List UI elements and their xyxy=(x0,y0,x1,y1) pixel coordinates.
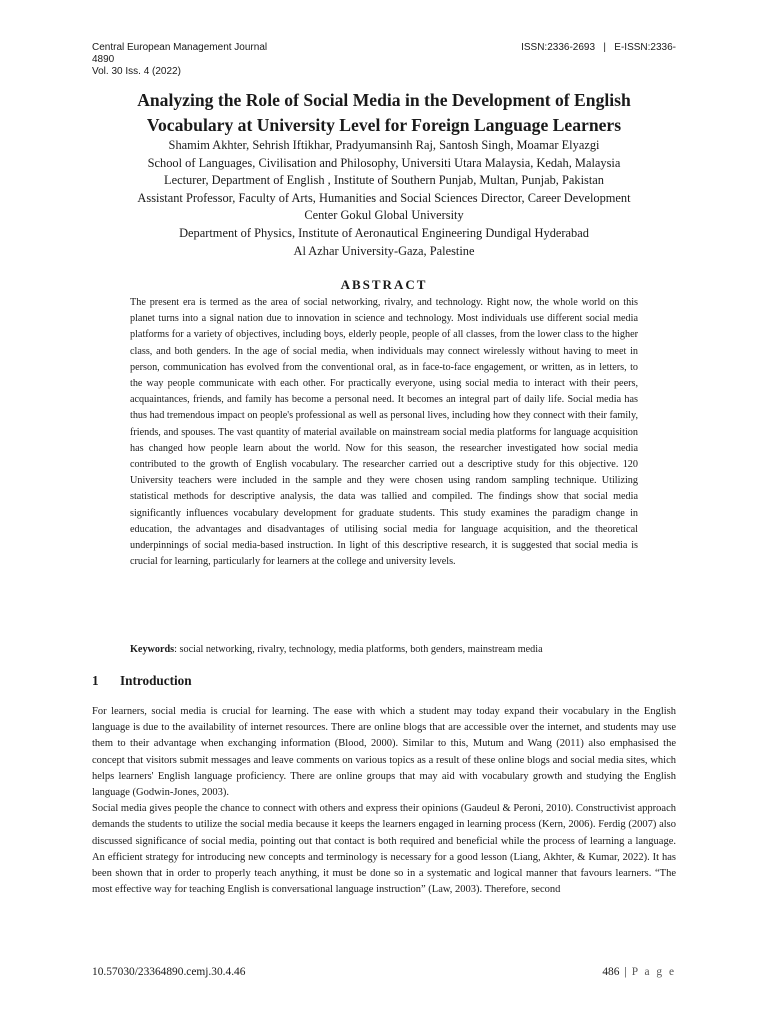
introduction-body xyxy=(92,704,676,898)
issn-info: ISSN:2336-2693 | E-ISSN:2336- xyxy=(521,42,676,53)
page-word: P a g e xyxy=(631,966,676,978)
abstract-heading: ABSTRACT xyxy=(340,277,428,292)
page-indicator xyxy=(602,966,676,978)
paper-title xyxy=(60,88,708,138)
journal-name-cont: 4890 xyxy=(92,54,115,65)
affiliation-3: Assistant Professor, Faculty of Arts, Humanities and Social Sciences Director, Career Development xyxy=(137,190,631,205)
keywords xyxy=(130,643,638,657)
affiliation-2: Lecturer, Department of English , Institute of Southern Punjab, Multan, Punjab, Pakistan xyxy=(164,173,604,188)
author-names: Shamim Akhter, Sehrish Iftikhar, Pradyumansinh Raj, Santosh Singh, Moamar Elyazgi xyxy=(168,138,600,152)
section-heading xyxy=(92,673,676,689)
affiliation-5: Department of Physics, Institute of Aeronautical Engineering Dundigal Hyderabad xyxy=(179,225,589,240)
author-block xyxy=(60,137,708,260)
title-line-1: Analyzing the Role of Social Media in the Development of English xyxy=(137,90,631,110)
section-title: Introduction xyxy=(120,673,192,688)
abstract-text: The present era is termed as the area of social networking, rivalry, and technology. Right now, the whole world on this planet turns into a signal nation due to innovation in science and technology. Most individuals use different social media platforms for a variety of objectives, including boys, elderly people, people of all classes, from the lower class to the higher class, and both genders. In the age of social media, when individuals may connect wirelessly without having to meet in person, communication has evolved from the conventional oral, as in face-to-face engagement, or written, as in letters, to the way people communicate with each other. For practically everyone, using social media to interact with their peers, acquaintances, friends, and family has become a personal need. It becomes an integral part of daily life. Social media has thus had tremendous impact on people's professional as well as personal lives, including how they connect with their family, friends, and spouses. The vast quantity of material available on mainstream social media platforms for language acquisition has changed how people learn about the world. Now for this season, the researcher investigated how social media contributed to the growth of English vocabulary. The researcher carried out a descriptive study for this objective. 120 University teachers were included in the sample and they were chosen using random sampling technique. Utilizing statistical methods for descriptive analysis, the data was tallied and compiled. The findings show that social media significantly influences vocabulary development for graduate students. This study examines the paradigm change in education, the advantages and disadvantages of utilising social media for language acquisition, and the theoretical underpinnings of social media-based instruction. In light of this descriptive research, it is suggested that social media is crucial for learning, particularly for learners at the college and university levels. xyxy=(130,297,638,568)
doi-link[interactable]: 10.57030/23364890.cemj.30.4.46 xyxy=(92,966,246,978)
affiliation-1: School of Languages, Civilisation and Philosophy, Universiti Utara Malaysia, Kedah, Malaysia xyxy=(147,155,621,170)
page-separator: | xyxy=(624,966,627,978)
intro-paragraph-2: Social media gives people the chance to connect with others and express their opinions (Gaudeul & Peroni, 2010). Constructivist approach demands the students to utilize the social media because it keeps the learners engaged in learning process (Kern, 2006). Ferdig (2007) also discussed significance of social media, pointing out that contact is both required and beneficial while the process of learning a language. An efficient strategy for introducing new concepts and terminology is necessary for a good lesson (Liang, Akhter, & Kumar, 2022). It has been shown that in order to properly teach anything, it must be done so in a systematic and logical manner that favours learners. “The most effective way for teaching English is conversational language instruction” (Law, 2003). Therefore, second xyxy=(92,803,676,896)
journal-info xyxy=(92,42,292,78)
page-number: 486 xyxy=(602,966,620,978)
affiliation-6: Al Azhar University-Gaza, Palestine xyxy=(293,243,475,258)
journal-name: Central European Management Journal xyxy=(92,42,268,53)
section-number: 1 xyxy=(92,673,99,688)
page-header xyxy=(92,42,676,82)
title-line-2: Vocabulary at University Level for Foreign Language Learners xyxy=(146,115,622,135)
intro-paragraph-1: For learners, social media is crucial for learning. The ease with which a student may today expand their vocabulary in the English language is due to the availability of internet resources. There are online blogs that are accessible over the internet, and students may use them to their advantage when exchanging information (Blood, 2000). Similar to this, Mutum and Wang (2011) also emphasised the concept that visitors submit messages and leave comments on various topics as a result of these online blogs and social media sites, which helps learners' English language proficiency. There are online groups that may aid with vocabulary growth and studying the English language (Godwin-Jones, 2003). xyxy=(92,706,676,799)
keywords-text: : social networking, rivalry, technology, media platforms, both genders, mainstream media xyxy=(174,644,543,655)
keywords-label: Keywords xyxy=(130,644,175,655)
affiliation-4: Center Gokul Global University xyxy=(304,208,464,223)
volume-issue: Vol. 30 Iss. 4 (2022) xyxy=(92,66,181,77)
